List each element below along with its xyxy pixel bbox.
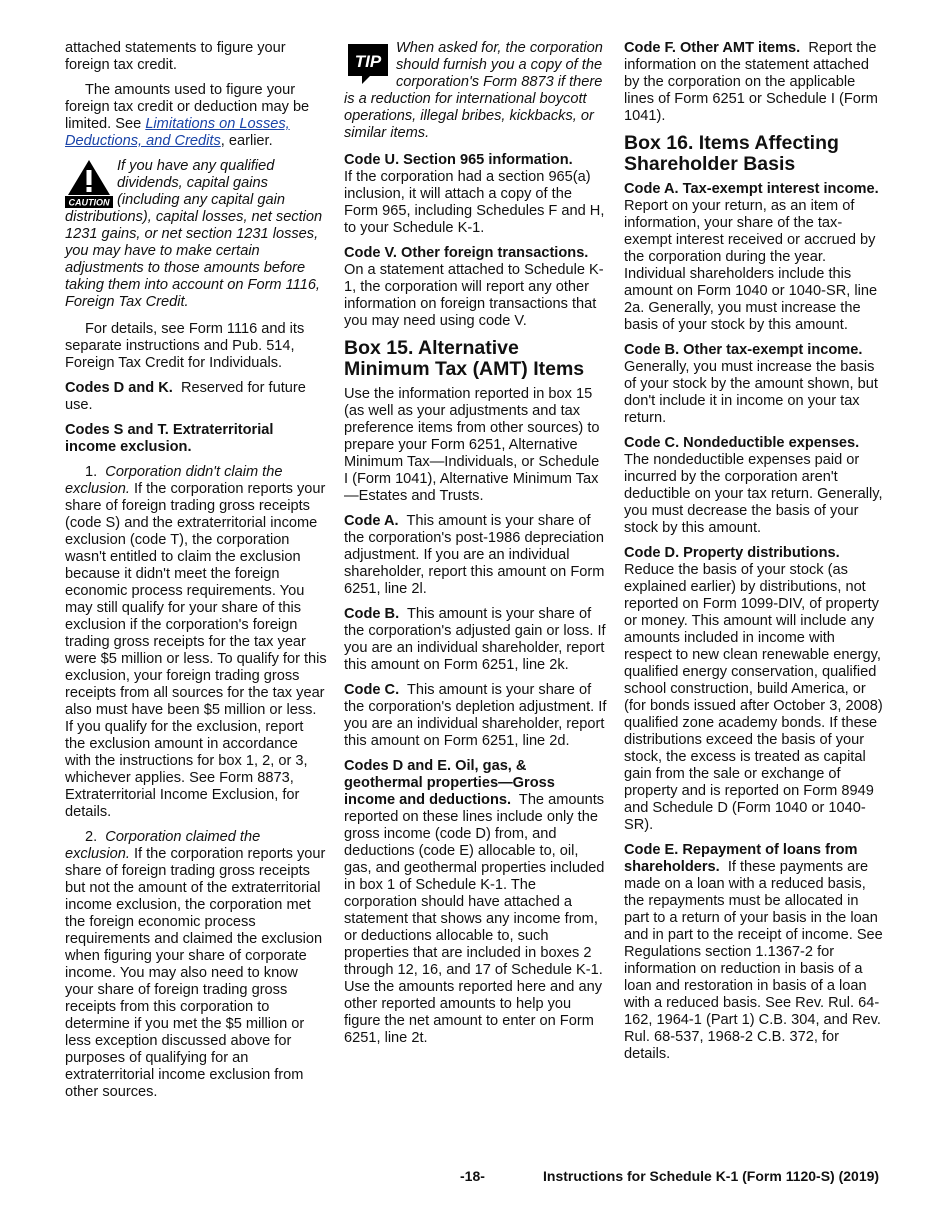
code-heading: Code D. Property distributions. xyxy=(624,545,840,561)
code-v xyxy=(344,245,607,330)
caution-note xyxy=(65,158,327,311)
code-c xyxy=(624,435,886,537)
code-text: This amount is your share of the corporation's post-1986 depreciation adjustment. If you are an individual shareholder, report this amount on Form 6251, line 2l. xyxy=(344,513,605,597)
caution-icon xyxy=(65,158,113,208)
code-heading: Code B. Other tax-exempt income. xyxy=(624,342,863,358)
code-heading: Code A. Tax-exempt interest income. xyxy=(624,181,879,197)
code-b xyxy=(344,606,607,674)
tip-text: When asked for, the corporation should furnish you a copy of the corporation's Form 8873 if there is a reduction for international boycott operations, illegal bribes, kickbacks, or similar items. xyxy=(344,40,603,141)
paragraph: attached statements to figure your foreign tax credit. xyxy=(65,40,286,73)
code-d-e xyxy=(344,758,607,1047)
box15-intro: Use the information reported in box 15 (as well as your adjustments and tax preference items from other sources) to prepare your Form 6251, Alternative Minimum Tax—Individuals, or Schedule I (Form 1041), Alternative Minimum Tax—Estates and Trusts. xyxy=(344,386,600,504)
list-item-heading: Corporation didn't claim the exclusion. xyxy=(65,464,283,497)
code-heading: Code C. xyxy=(344,682,400,698)
code-text: This amount is your share of the corporation's adjusted gain or loss. If you are an individual shareholder, report this amount on Form 6251, line 2k. xyxy=(344,606,606,673)
paragraph-text: , earlier. xyxy=(220,133,273,149)
code-heading: Code C. Nondeductible expenses. xyxy=(624,435,860,451)
box15-heading: Box 15. Alternative Minimum Tax (AMT) Items xyxy=(344,337,585,380)
code-text: On a statement attached to Schedule K-1, the corporation will report any other information on foreign transactions that you may need using code V. xyxy=(344,262,604,329)
code-text: The amounts reported on these lines include only the gross income (code D) from, and deductions (code E) allocable to, oil, gas, and geothermal properties included in box 1 of Schedule K-1. The corporation should have attached a statement that shows any income from, or deductions allocable to, such properties that are included in boxes 2 through 12, 16, and 17 of Schedule K-1. Use the amounts reported here and any other reported amounts to help you figure the net amount to enter on Form 6251, line 2t. xyxy=(344,792,605,1046)
code-heading: Code A. xyxy=(344,513,399,529)
code-heading: Code B. xyxy=(344,606,400,622)
code-text: Reduce the basis of your stock (as explained earlier) by distributions, not reported on Form 1099-DIV, of property or money. This amount will include any amounts included in income with respect to new clean renewable energy, qualified energy conservation, qualified school construction, build America, or (for bonds issued after October 3, 2008) qualified zone academy bonds. If these distributions exceed the basis of your stock, the excess is treated as capital gain from the sale or exchange of property and is reported on Form 8949 and Schedule D (Form 1040 or 1040-SR). xyxy=(624,562,883,833)
code-b xyxy=(624,342,886,427)
list-item-text: If the corporation reports your share of foreign trading gross receipts (code S) and the extraterritorial income exclusion (code T), the corporation wasn't entitled to claim the exclusion because it didn't meet the foreign economic process requirements. You may still qualify for your share of this exclusion if the corporation's foreign trading gross receipts for the tax year were $5 million or less. To qualify for this exclusion, your foreign trading gross receipts from all sources for the tax year also must have been $5 million or less. If you qualify for the exclusion, report the exclusion amount in accordance with the instructions for box 1, 2, or 3, whichever applies. See Form 8873, Extraterritorial Income Exclusion, for details. xyxy=(65,481,327,820)
document-title: Instructions for Schedule K-1 (Form 1120-S) (2019) xyxy=(543,1168,880,1184)
code-f xyxy=(624,40,886,125)
paragraph: For details, see Form 1116 and its separate instructions and Pub. 514, Foreign Tax Credit for Individuals. xyxy=(65,321,305,371)
code-heading: Code E. Repayment of loans from shareholders. xyxy=(624,842,858,875)
caution-text: If you have any qualified dividends, capital gains (including any capital gain distributions), capital losses, net section 1231 gains, or net section 1231 losses, you may have to make certain adjustments to those amounts before taking them into account on Form 1116, Foreign Tax Credit. xyxy=(65,158,323,310)
column-middle xyxy=(344,40,607,1055)
column-right xyxy=(624,40,886,1071)
list-item-heading: Corporation claimed the exclusion. xyxy=(65,829,261,862)
code-d xyxy=(624,545,886,834)
code-heading: Code U. Section 965 information. xyxy=(344,152,573,168)
code-u xyxy=(344,152,607,237)
code-c xyxy=(344,682,607,750)
code-text: This amount is your share of the corporation's depletion adjustment. If you are an individual shareholder, report this amount on Form 6251, line 2d. xyxy=(344,682,607,749)
tip-label: TIP xyxy=(354,52,382,71)
code-text: Report on your return, as an item of information, your share of the tax-exempt interest received or accrued by the corporation during the year. Individual shareholders include this amount on Form 1040 or 1040-SR, line 2a. Generally, you must increase the basis of your stock by this amount. xyxy=(624,198,878,333)
caution-label: CAUTION xyxy=(68,197,110,208)
list-item xyxy=(65,829,327,1101)
page-number: -18- xyxy=(460,1168,485,1184)
code-a xyxy=(624,181,886,334)
code-heading: Code V. Other foreign transactions. xyxy=(344,245,589,261)
box16-heading: Box 16. Items Affecting Shareholder Basis xyxy=(624,132,839,175)
list-item xyxy=(65,464,327,821)
code-d-k xyxy=(65,380,327,414)
list-number: 1. xyxy=(85,464,98,480)
code-text: The nondeductible expenses paid or incurred by the corporation aren't deductible on your tax return. Generally, you must decrease the basis of your stock by this amount. xyxy=(624,452,883,536)
list-number: 2. xyxy=(85,829,98,845)
code-heading: Codes D and K. xyxy=(65,380,173,396)
code-text: Report the information on the statement attached by the corporation on the applicable lines of Form 6251 or Schedule I (Form 1041). xyxy=(624,40,878,124)
list-item-text: If the corporation reports your share of foreign trading gross receipts but not the amount of the extraterritorial income exclusion, the corporation met the foreign economic process requirements and claimed the exclusion when figuring your share of corporate income. You may also need to know your share of foreign trading gross receipts from this corporation to determine if you met the $5 million or less exception discussed above for purposes of qualifying for an extraterritorial income exclusion from other sources. xyxy=(65,846,326,1100)
tip-icon xyxy=(344,40,392,86)
code-e xyxy=(624,842,886,1063)
paragraph xyxy=(65,82,327,150)
code-text: If these payments are made on a loan with a reduced basis, the repayments must be allocated in part to a return of your basis in the loan and in part to the receipt of income. See Regulations section 1.1367-2 for information on reduction in basis of a loan and restoration in basis of a loan with a reduced basis. See Rev. Rul. 64-162, 1964-1 (Part 1) C.B. 304, and Rev. Rul. 68-537, 1968-2 C.B. 372, for details. xyxy=(624,859,883,1062)
code-heading: Code F. Other AMT items. xyxy=(624,40,801,56)
paragraph-text: The amounts used to figure your foreign tax credit or deduction may be limited. See xyxy=(65,82,310,132)
code-text: Generally, you must increase the basis of your stock by the amount shown, but don't include it in income on your tax return. xyxy=(624,359,878,426)
limitations-link[interactable]: Limitations on Losses, Deductions, and Credits xyxy=(65,116,290,149)
tip-note xyxy=(344,40,607,142)
column-left xyxy=(65,40,327,1109)
code-a xyxy=(344,513,607,598)
code-s-t-heading: Codes S and T. Extraterritorial income exclusion. xyxy=(65,422,274,455)
code-text: Reserved for future use. xyxy=(65,380,306,413)
code-text: If the corporation had a section 965(a) inclusion, it will attach a copy of the Form 965, including Schedules F and H, to your Schedule K-1. xyxy=(344,169,605,236)
code-heading: Codes D and E. Oil, gas, & geothermal properties—Gross income and deductions. xyxy=(344,758,555,808)
